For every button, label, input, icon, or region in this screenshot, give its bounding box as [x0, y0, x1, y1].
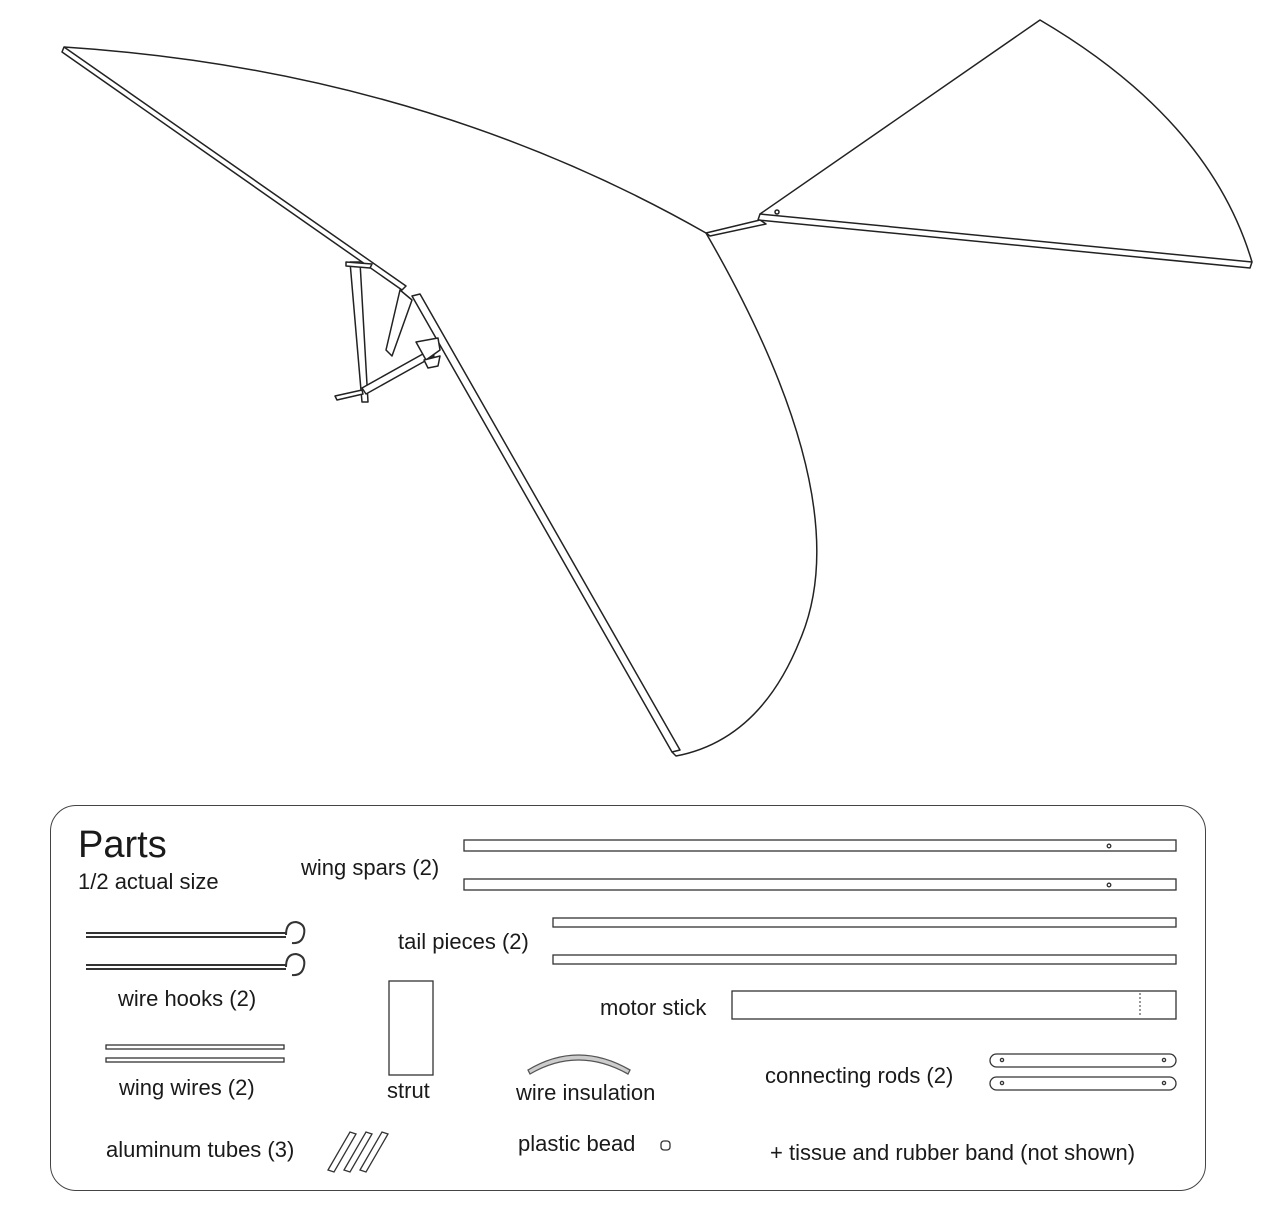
wire-hook-1	[86, 922, 304, 943]
plastic-bead-part	[661, 1141, 670, 1150]
connecting-rod-1	[990, 1054, 1176, 1067]
label-strut: strut	[387, 1078, 430, 1103]
label-wire-insulation: wire insulation	[516, 1080, 656, 1105]
label-connecting-rods: connecting rods (2)	[765, 1063, 954, 1088]
label-not-shown-note: + tissue and rubber band (not shown)	[770, 1140, 1136, 1165]
label-plastic-bead: plastic bead	[518, 1131, 636, 1156]
tail-piece-1	[553, 918, 1176, 927]
label-tail-pieces: tail pieces (2)	[398, 929, 529, 954]
tail-piece-2	[553, 955, 1176, 964]
label-wire-hooks: wire hooks (2)	[118, 986, 257, 1011]
label-aluminum-tubes: aluminum tubes (3)	[106, 1137, 295, 1162]
label-motor-stick: motor stick	[600, 995, 707, 1020]
motor-stick-part	[732, 991, 1176, 1019]
strut-part	[389, 981, 433, 1075]
wing-wire-2	[106, 1058, 284, 1062]
wing-spar-2	[464, 879, 1176, 890]
wing-wire-1	[106, 1045, 284, 1049]
parts-scale-note: 1/2 actual size	[78, 869, 219, 894]
wire-hook-2	[86, 954, 304, 975]
wing-spar-1	[464, 840, 1176, 851]
label-wing-wires: wing wires (2)	[119, 1075, 255, 1100]
wire-insulation-part	[528, 1055, 630, 1074]
connecting-rod-2	[990, 1077, 1176, 1090]
parts-title: Parts	[78, 824, 167, 866]
label-wing-spars: wing spars (2)	[301, 855, 440, 880]
